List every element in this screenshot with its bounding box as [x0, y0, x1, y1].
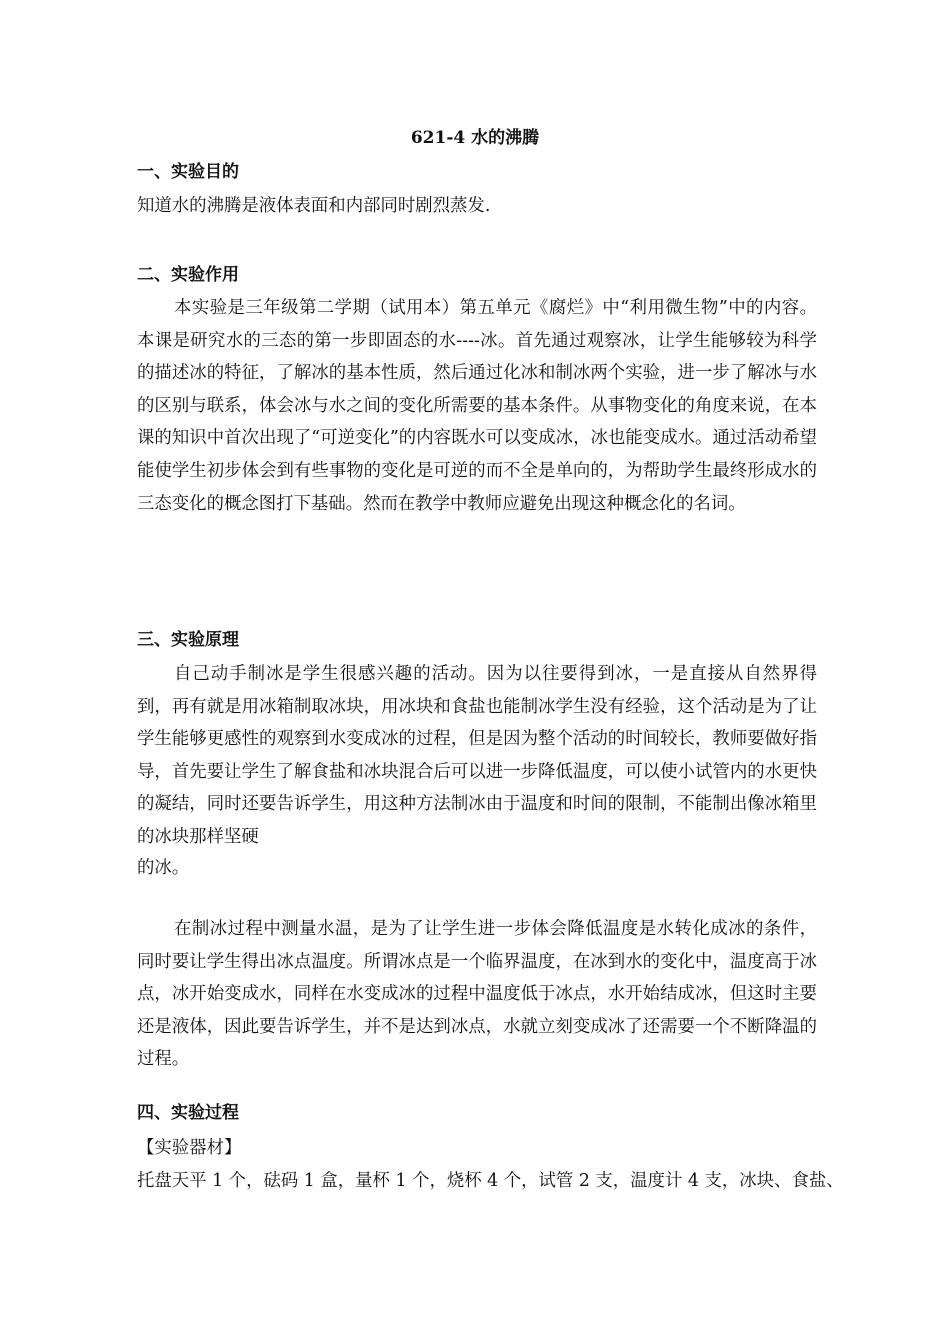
purpose-text: 知道水的沸腾是液体表面和内部同时剧烈蒸发.	[137, 196, 491, 216]
principle-paragraph-1-tail: 的冰。	[137, 858, 190, 878]
section-heading-purpose: 一、实验目的	[137, 162, 239, 182]
principle-paragraph-1: 自己动手制冰是学生很感兴趣的活动。因为以往要得到冰，一是直接从自然界得到，再有就是用冰箱制取冰块，用冰块和食盐也能制冰学生没有经验，这个活动是为了让学生能够更感性的观察到水变成冰的过程，但是因为整个活动的时间较长，教师要做好指导，首先要让学生了解食盐和冰块混合后可以进一步降低温度，可以使小试管内的水更快的凝结，同时还要告诉学生，用这种方法制冰由于温度和时间的限制，不能制出像冰箱里的冰块那样坚硬	[137, 664, 817, 847]
section-heading-role: 二、实验作用	[137, 265, 239, 285]
role-paragraph: 本实验是三年级第二学期（试用本）第五单元《腐烂》中“利用微生物”中的内容。本课是研究水的三态的第一步即固态的水----冰。首先通过观察冰，让学生能够较为科学的描述冰的特征，了解冰的基本性质，然后通过化冰和制冰两个实验，进一步了解冰与水的区别与联系，体会冰与水之间的变化所需要的基本条件。从事物变化的角度来说，在本课的知识中首次出现了“可逆变化”的内容既水可以变成冰，冰也能变成水。通过活动希望能使学生初步体会到有些事物的变化是可逆的而不全是单向的，为帮助学生最终形成水的三态变化的概念图打下基础。然而在教学中教师应避免出现这种概念化的名词。	[137, 298, 817, 514]
section-heading-process: 四、实验过程	[137, 1103, 239, 1123]
equipment-list: 托盘天平 1 个，砝码 1 盒，量杯 1 个，烧杯 4 个，试管 2 支，温度计 4 支，冰块、食盐、	[137, 1171, 844, 1191]
document-title: 621-4 水的沸腾	[410, 128, 540, 148]
principle-paragraph-2: 在制冰过程中测量水温，是为了让学生进一步体会降低温度是水转化成冰的条件，同时要让学生得出冰点温度。所谓冰点是一个临界温度，在冰到水的变化中，温度高于冰点，冰开始变成水，同样在水变成冰的过程中温度低于冰点，水开始结成冰，但这时主要还是液体，因此要告诉学生，并不是达到冰点，水就立刻变成冰了还需要一个不断降温的过程。	[137, 919, 817, 1070]
section-heading-principle: 三、实验原理	[137, 630, 239, 650]
equipment-subheading: 【实验器材】	[137, 1138, 242, 1158]
